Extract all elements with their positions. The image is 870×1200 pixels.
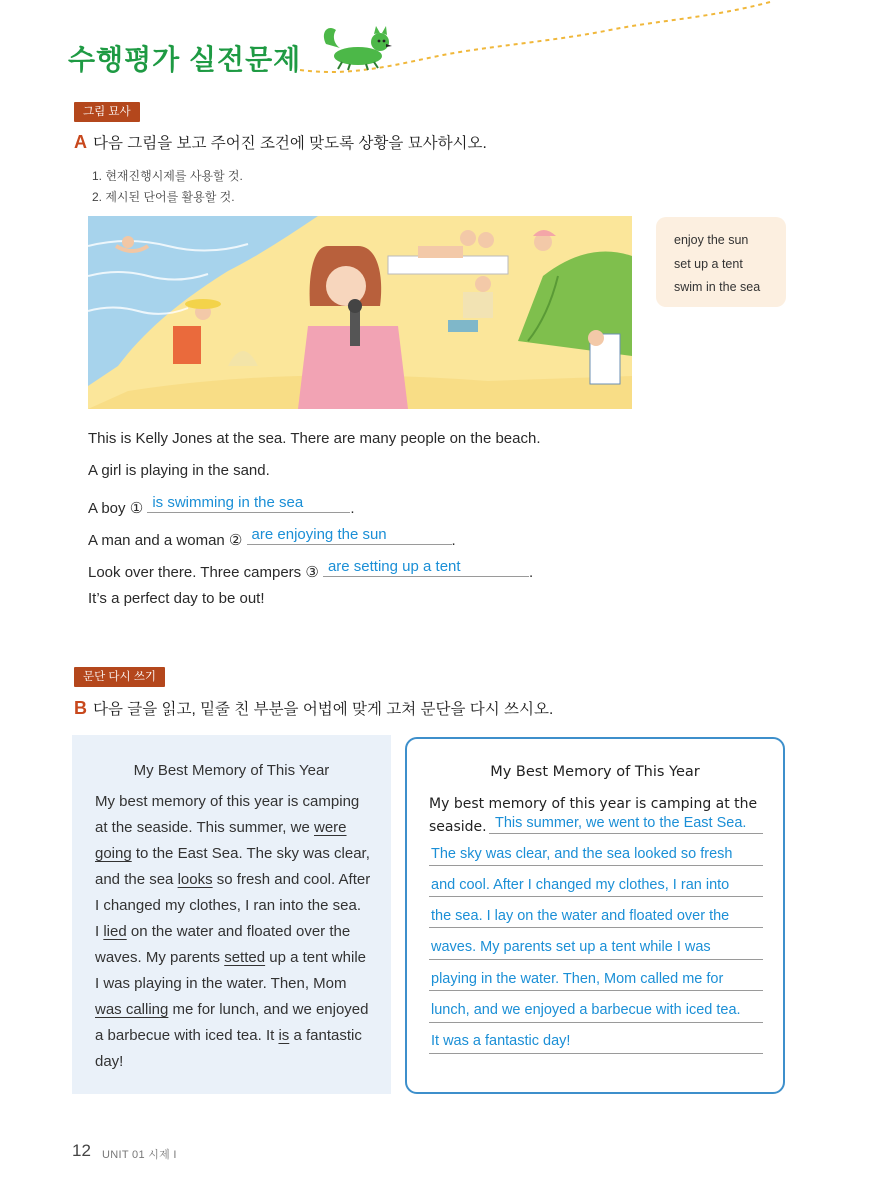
period: . (350, 500, 355, 517)
section-b-tag: 문단 다시 쓰기 (74, 667, 165, 687)
section-b-question (74, 697, 553, 719)
rewrite-answer-line: playing in the water. Then, Mom called me for (431, 971, 724, 987)
rewrite-answer-line: It was a fantastic day! (431, 1033, 571, 1049)
writing-rule (429, 1022, 763, 1023)
section-b-letter: B (74, 698, 87, 718)
rewrite-answer-panel (405, 737, 785, 1094)
original-text: and the sea (95, 871, 178, 888)
sentence-6: It’s a perfect day to be out! (88, 590, 265, 607)
answer-blank-2[interactable] (247, 526, 452, 545)
page-title: 수행평가 실전문제 (68, 44, 302, 75)
underlined-error: setted (224, 949, 266, 966)
section-b-instruction: 다음 글을 읽고, 밑줄 친 부분을 어법에 맞게 고쳐 문단을 다시 쓰시오. (93, 701, 554, 718)
original-line (95, 1027, 362, 1044)
rewrite-given-line: seaside. (429, 819, 487, 835)
section-a-question (74, 131, 487, 153)
condition-item: 1. 현재진행시제를 사용할 것. (92, 169, 243, 183)
original-text: a barbecue with iced tea. It (95, 1027, 279, 1044)
writing-rule (429, 865, 763, 866)
sentence-2: A girl is playing in the sand. (88, 462, 270, 479)
writing-rule (429, 959, 763, 960)
sentence-4 (88, 526, 456, 549)
original-line (95, 949, 366, 966)
underlined-error: is (278, 1027, 290, 1044)
writing-rule (429, 927, 763, 928)
answer-blank-1[interactable] (147, 494, 350, 513)
original-line (95, 845, 370, 862)
page-number: 12 (72, 1141, 91, 1160)
writing-rule (429, 1053, 763, 1054)
underlined-error: going (95, 845, 132, 862)
underlined-error: were (314, 819, 347, 836)
word-hint: swim in the sea (674, 280, 761, 294)
original-line (95, 923, 350, 940)
original-line (95, 819, 347, 836)
sentence-5 (88, 558, 533, 581)
answer-1: is swimming in the sea (152, 494, 304, 511)
section-a-letter: A (74, 132, 87, 152)
rewrite-answer-line: This summer, we went to the East Sea. (495, 815, 747, 831)
original-text: up a tent while (265, 949, 366, 966)
original-paragraph-panel (72, 735, 391, 1094)
rewrite-answer-line: and cool. After I changed my clothes, I ran into (431, 877, 730, 893)
writing-rule (429, 990, 763, 991)
sentence-4-prefix: A man and a woman ② (88, 532, 243, 549)
rewrite-given-line: My best memory of this year is camping at the (429, 796, 758, 812)
original-text: so fresh and cool. After (212, 871, 371, 888)
underlined-error: lied (103, 923, 127, 940)
original-text: a fantastic (289, 1027, 362, 1044)
period: . (528, 564, 534, 581)
sentence-5-prefix: Look over there. Three campers ③ (88, 564, 319, 581)
sentence-3-prefix: A boy ① (88, 500, 144, 517)
period: . (451, 532, 456, 549)
original-line: day! (95, 1053, 124, 1070)
fox-mascot-icon (318, 22, 398, 72)
original-text: on the water and floated over the (126, 923, 351, 940)
word-hint: enjoy the sun (674, 233, 749, 247)
rewrite-title: My Best Memory of This Year (490, 764, 700, 780)
word-hint-box (656, 217, 786, 307)
underlined-error: was calling (95, 1001, 169, 1018)
original-line: I was playing in the water. Then, Mom (95, 975, 347, 992)
section-a-tag: 그림 묘사 (74, 102, 140, 122)
original-line: My best memory of this year is camping (95, 793, 360, 810)
rewrite-answer-line: The sky was clear, and the sea looked so fresh (431, 846, 733, 862)
original-line (95, 871, 370, 888)
underlined-error: looks (177, 871, 213, 888)
original-text: me for lunch, and we enjoyed (168, 1001, 369, 1018)
answer-blank-3[interactable] (323, 558, 529, 577)
original-text: waves. My parents (95, 949, 225, 966)
answer-2: are enjoying the sun (251, 526, 387, 543)
writing-rule (489, 833, 763, 834)
rewrite-answer-line: waves. My parents set up a tent while I was (431, 939, 711, 955)
rewrite-answer-line: the sea. I lay on the water and floated over the (431, 908, 730, 924)
original-line: I changed my clothes, I ran into the sea. (95, 897, 361, 914)
original-line (95, 1001, 369, 1018)
answer-3: are setting up a tent (327, 558, 461, 575)
rewrite-answer-line: lunch, and we enjoyed a barbecue with iced tea. (431, 1002, 741, 1018)
condition-item: 2. 제시된 단어를 활용할 것. (92, 190, 235, 204)
condition-list (92, 166, 243, 208)
unit-label: UNIT 01 시제 I (102, 1149, 177, 1161)
original-text: to the East Sea. The sky was clear, (131, 845, 370, 862)
beach-scene-illustration (88, 216, 632, 409)
original-text: at the seaside. This summer, we (95, 819, 314, 836)
original-text: I (95, 923, 104, 940)
writing-rule (429, 896, 763, 897)
original-title: My Best Memory of This Year (133, 762, 330, 779)
section-a-instruction: 다음 그림을 보고 주어진 조건에 맞도록 상황을 묘사하시오. (93, 135, 487, 152)
word-hint: set up a tent (674, 256, 743, 271)
sentence-1: This is Kelly Jones at the sea. There are many people on the beach. (88, 430, 541, 447)
sentence-3 (88, 494, 355, 517)
